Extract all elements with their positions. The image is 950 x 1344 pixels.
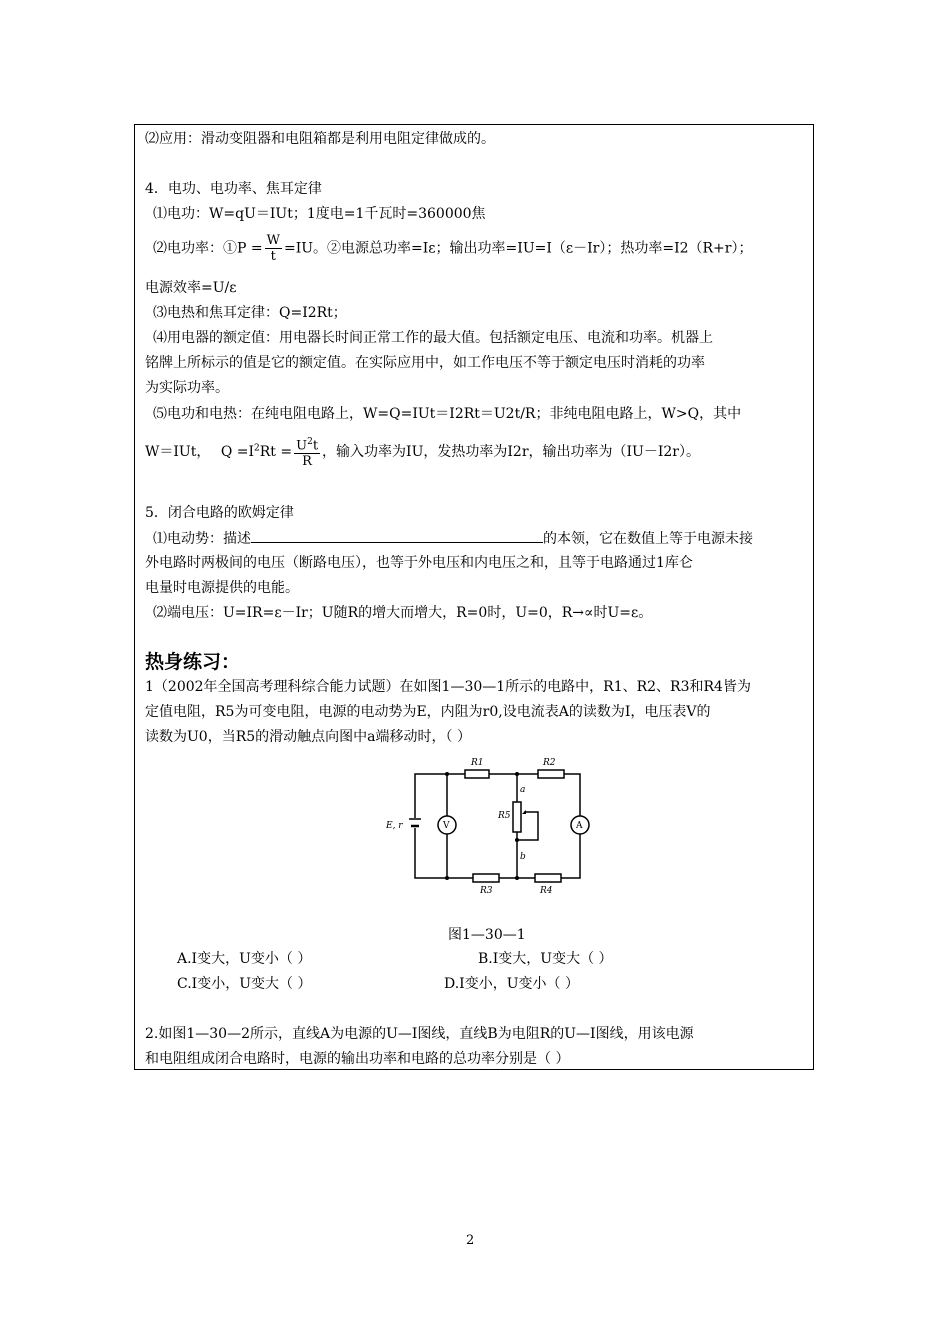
q1-line2: 定值电阻，R5为可变电阻，电源的电动势为E，内阻为r0,设电流表A的读数为I，电压表V的	[145, 704, 711, 720]
label-v: V	[443, 821, 450, 831]
sec5-item1-line3: 电量时电源提供的电能。	[145, 580, 299, 596]
q2-line1: 2.如图1—30—2所示，直线A为电源的U—I图线，直线B为电阻R的U—I图线，用该电源	[145, 1026, 694, 1042]
sec4-item5-line1: ⑸电功和电热：在纯电阻电路上，W=Q=IUt＝I2Rt＝U2t/R；非纯电阻电路上，W>Q，其中	[153, 406, 742, 422]
q1-line3: 读数为U0，当R5的滑动触点向图中a端移动时，（ ）	[145, 729, 471, 745]
sec5-item2: ⑵端电压：U=IR=ε－Ir；U随R的增大而增大，R=0时，U=0，R→∝时U=ε。	[153, 605, 653, 621]
junction-dot	[445, 876, 449, 880]
label-r2: R2	[543, 758, 556, 768]
resistor-r2	[538, 770, 564, 778]
sec4-item4-line3: 为实际功率。	[145, 380, 229, 396]
resistor-r1	[465, 770, 489, 778]
q1-line1: 1（2002年全国高考理科综合能力试题）在如图1—30—1所示的电路中，R1、R2、R3和R4皆为	[145, 679, 751, 695]
warmup-heading: 热身练习：	[145, 651, 241, 673]
sec5-title: 5．闭合电路的欧姆定律	[145, 505, 294, 521]
sec4-title: 4．电功、电功率、焦耳定律	[145, 181, 322, 197]
page-number: 2	[466, 1233, 475, 1248]
junction-dot	[445, 772, 449, 776]
label-e-r: E, r	[386, 821, 403, 831]
junction-dot	[515, 838, 519, 842]
label-a-meter: A	[576, 821, 583, 831]
option-d: D.I变小，U变小（ ）	[444, 976, 579, 992]
label-b: b	[520, 852, 526, 862]
label-a: a	[520, 785, 526, 795]
label-r1: R1	[471, 758, 484, 768]
sec4-item2: ⑵电功率：①P = $\frac{W}{t}$ =IU。②电源总功率=Iε；输出功率=IU=I（ε－Ir）；热功率=I2（R+r）；	[153, 233, 753, 264]
option-c: C.I变小，U变大（ ）	[177, 976, 312, 992]
sec5-item1-line1: ⑴电动势：描述 的本领，它在数值上等于电源未接	[153, 528, 753, 549]
fraction-u2t-over-r: $\frac{U^2t}{R}$	[296, 437, 319, 470]
circuit-diagram	[380, 748, 600, 898]
sec3-item2: ⑵应用：滑动变阻器和电阻箱都是利用电阻定律做成的。	[145, 131, 495, 147]
q2-line2: 和电阻组成闭合电路时，电源的输出功率和电路的总功率分别是（ ）	[145, 1051, 570, 1067]
label-r5: R5	[498, 811, 511, 821]
sec4-item2-cont: 电源效率=U/ε	[145, 280, 237, 296]
label-r4: R4	[540, 886, 553, 896]
resistor-r3	[473, 874, 499, 882]
junction-dot	[515, 876, 519, 880]
resistor-r5	[513, 802, 521, 832]
sec4-item1: ⑴电功：W=qU＝IUt；1度电=1千瓦时=360000焦	[153, 206, 486, 222]
figure-caption: 图1—30—1	[448, 927, 526, 943]
fill-in-blank	[251, 528, 543, 543]
sec4-item5-line2: W＝IUt， $Q =I^2Rt$ = $\frac{U^2t}{R}$ ，输入功率为IU，发热功率为I2r，输出功率为（IU－I2r）。	[145, 437, 700, 470]
sec4-item4-line1: ⑷用电器的额定值：用电器长时间正常工作的最大值。包括额定电压、电流和功率。机器上	[153, 330, 713, 346]
fraction-w-over-t: $\frac{W}{t}$	[266, 233, 280, 264]
resistor-r4	[535, 874, 561, 882]
label-r3: R3	[480, 886, 493, 896]
junction-dot	[515, 772, 519, 776]
option-b: B.I变大，U变大（ ）	[478, 951, 613, 967]
option-a: A.I变大，U变小（ ）	[177, 951, 312, 967]
sec4-item3: ⑶电热和焦耳定律：Q=I2Rt；	[153, 305, 347, 321]
sec5-item1-line2: 外电路时两极间的电压（断路电压），也等于外电压和内电压之和，且等于电路通过1库仑	[145, 555, 693, 571]
sec4-item4-line2: 铭牌上所标示的值是它的额定值。在实际应用中，如工作电压不等于额定电压时消耗的功率	[145, 355, 705, 371]
